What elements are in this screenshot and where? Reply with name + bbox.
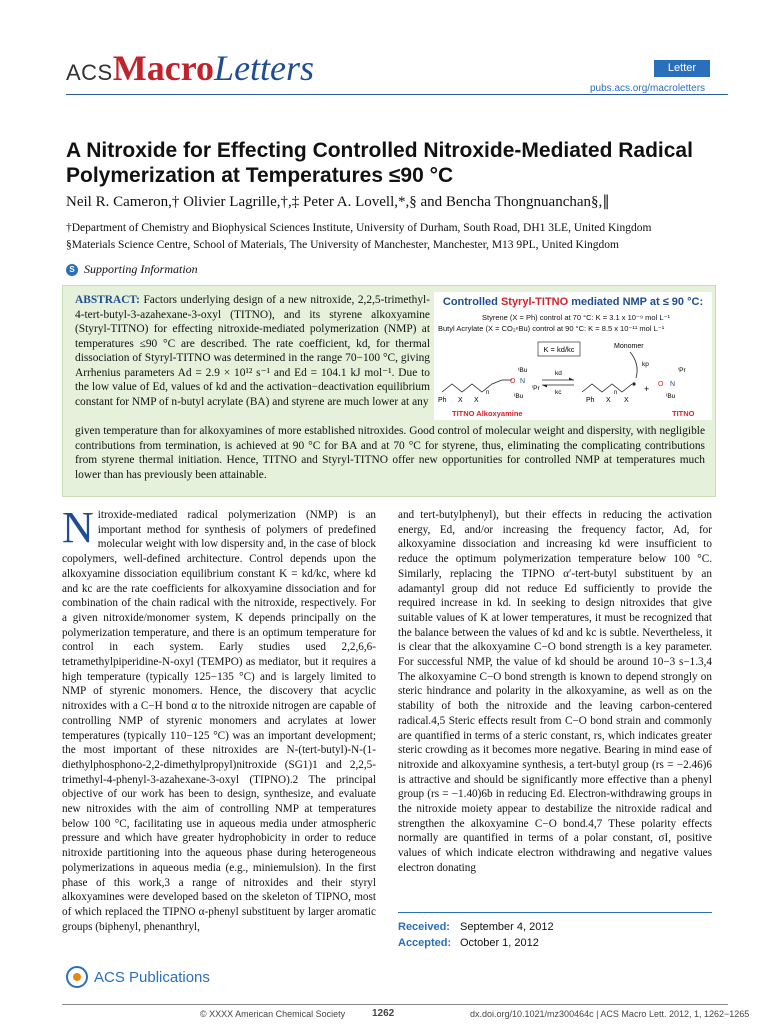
abstract-part1: Factors underlying design of a new nitroxide, 2,2,5-trimethyl-4-tert-butyl-3-azahexane-3-oxyl (TITNO), and its styrene alkoxyamine (Styryl-TITNO) for effecting nitroxide-mediated polymerization (NMP) at temperatures ≤90 °C are described. The rate coefficient, kd, for thermal dissociation of Styryl-TITNO was determined in the range 70−100 °C, giving Arrhenius parameters Ad = 2.9 × 10¹² s⁻¹ and Ed = 104.1 kJ mol⁻¹. Due to the low value of Ed, values of kd and the activation−deactivation equilibrium constant for NMP of n-butyl acrylate (BA) and styrene are much lower at any: [75, 294, 430, 408]
article-type-tag: Letter: [654, 60, 710, 77]
svg-text:ⁱPr: ⁱPr: [532, 385, 540, 392]
supporting-info-label: Supporting Information: [84, 262, 198, 276]
supporting-info-icon: S: [66, 264, 78, 276]
svg-text:ᵗBu: ᵗBu: [666, 393, 676, 400]
header-divider: [66, 94, 728, 95]
svg-text:TITNO: TITNO: [672, 409, 695, 418]
svg-text:ᵗBu: ᵗBu: [514, 393, 524, 400]
svg-text:Ph: Ph: [586, 397, 595, 404]
svg-text:kc: kc: [555, 389, 562, 396]
svg-text:n: n: [486, 390, 490, 396]
abstract-part2: given temperature than for alkoxyamines of more established nitroxides. Good control of molecular weight and dispersity, with negligible contributions from termination, is achieved at 90 °C for BA and at 70 °C for styrene, thus, eliminating the complicating contributions from styrene thermal initiation. Hence, TITNO and Styryl-TITNO offer new opportunities for controlled NMP at temperatures much lower than has previously been attainable.: [75, 425, 705, 481]
dropcap: N: [62, 503, 94, 552]
logo-macro: Macro: [112, 48, 215, 88]
author-list: Neil R. Cameron,† Olivier Lagrille,†,‡ Peter A. Lovell,*,§ and Bencha Thongnuanchan§,∥: [66, 194, 610, 210]
publisher-name: ACS Publications: [94, 968, 210, 986]
logo-letters: Letters: [214, 48, 315, 88]
svg-text:TITNO Alkoxyamine: TITNO Alkoxyamine: [452, 409, 523, 418]
abstract-label: ABSTRACT:: [75, 294, 140, 306]
svg-text:n: n: [614, 390, 618, 396]
received-date: September 4, 2012: [460, 921, 554, 933]
copyright: © XXXX American Chemical Society: [200, 1009, 346, 1019]
article-title: A Nitroxide for Effecting Controlled Nitroxide-Mediated Radical Polymerization at Temperatures ≤90 °C: [66, 139, 693, 187]
journal-url[interactable]: pubs.acs.org/macroletters: [590, 83, 706, 94]
body-column-left: [62, 503, 376, 934]
svg-text:X: X: [606, 397, 611, 404]
journal-logo: [66, 50, 314, 86]
svg-text:X: X: [458, 397, 463, 404]
graphic-ba-line: Butyl Acrylate (X = CO₂ⁿBu) control at 90 °C: K = 8.5 x 10⁻¹¹ mol L⁻¹: [438, 324, 665, 333]
svg-text:N: N: [670, 381, 676, 388]
article-dates: [398, 912, 712, 951]
accepted-date: October 1, 2012: [460, 937, 539, 949]
svg-text:kd: kd: [555, 370, 562, 377]
toc-graphic: [434, 292, 712, 420]
graphic-title: Controlled Styryl-TITNO mediated NMP at ≤ 90 °C:: [442, 296, 704, 308]
svg-text:O: O: [510, 378, 516, 385]
svg-text:ᵗBu: ᵗBu: [518, 367, 528, 374]
body-left-text: itroxide-mediated radical polymerization (NMP) is an important method for synthesis of polymers of predefined molecular weight with low dispersity and, in the case of block copolymers, well-defined architecture. Control depends upon the alkoxyamine dissociation equilibrium constant K = kd/kc, where kd and kc are the rate coefficients for alkoxyamine dissociation and for combination of the chain radical with the nitroxide, respectively. For a given nitroxide/monomer system, K depends principally on the polymerization temperature, and there is an optimum temperature for control in each system. Early studies used 2,2,6,6-tetramethylpiperidine-N-oxyl (TEMPO) as mediator, but it requires a high temperature (typically 125−135 °C) and is largely limited to NMP of styrenic monomers. Hence, the discovery that acyclic nitroxides with a C−H bond α to the nitroxide nitrogen are capable of controlling NMP of styrenic monomers and acrylates at lower temperatures (typically 110−125 °C) was an important development; the most important of these nitroxides are N-(tert-butyl)-N-(1-diethylphosphono-2,2-dimethylpropyl)nitroxide (SG1)1 and 2,2,5-trimethyl-4-phenyl-3-azahexane-3-oxyl (TIPNO).2 The principal objective of our work has been to design, synthesize, and evaluate new nitroxides with the aim of controlling NMP at temperatures below 100 °C, facilitating use in aqueous media under atmospheric pressure and which have greater hydrophobicity in order to reduce nitroxide partitioning into the aqueous phase during heterogeneous polymerizations in aqueous media (e.g., miniemulsion). In the first phase of this work,3 a range of nitroxides and their styryl alkoxyamines were developed based on the skeleton of TIPNO, most of which replaced the TIPNO α-phenyl substituent by larger aromatic groups (biphenyl, phenanthryl,: [62, 509, 376, 933]
accepted-row: [398, 935, 712, 951]
svg-text:ⁱPr: ⁱPr: [678, 367, 686, 374]
body-right-text: and tert-butylphenyl), but their effects in reducing the activation energy, Ed, and/or increasing the frequency factor, Ad, for alkoxyamine dissociation and increasing kd were insufficient to reduce the optimum polymerization temperature below 100 °C. Similarly, replacing the TIPNO α′-tert-butyl substituent by an adamantyl group did not reduce Ed sufficiently to provide the required increase in kd. In seeking to design nitroxides that give suitable values of K at lower temperatures, it must be recognized that the balance between the values of kd and kc is subtle. Nevertheless, it is clear that the alkoxyamine C−O bond strength is a key parameter. For successful NMP, the value of kd should be around 10−3 s−1.3,4 The alkoxyamine C−O bond strength is known to depend strongly on steric hindrance and polarity in the alkoxyamine, as well as on the stability of both the nitroxide and the leaving carbon-centered radical.4,5 Steric effects result from C−O bond strain and commonly are quantified in terms of a steric constant, rs, which indicates greater steric crowding as it becomes more negative. Bearing in mind ease of nitroxide and alkoxyamine synthesis, a tert-butyl group (rs = −2.46)6 is attractive and should be significantly more effective than a phenyl group (rs = −1.40)6b in reducing Ed. Electron-withdrawing groups in the nitroxide moiety appear to destabilize the nitroxide radical and strengthen the alkoxyamine C−O bond.4,7 These polarity effects normally are quantified in terms of a polar constant, σI, positive values of which indicate electron withdrawing and negative values electron donating: [398, 509, 712, 874]
svg-text:+: +: [644, 384, 650, 394]
graphic-styrene-line: Styrene (X = Ph) control at 70 °C: K = 3.1 x 10⁻⁹ mol L⁻¹: [482, 313, 670, 322]
received-row: [398, 919, 712, 935]
acs-pubs-icon: [66, 966, 88, 988]
svg-text:Monomer: Monomer: [614, 343, 644, 350]
svg-text:X: X: [474, 397, 479, 404]
reaction-scheme: [434, 336, 712, 420]
body-column-right: [398, 508, 712, 906]
svg-text:N: N: [520, 378, 526, 385]
publisher-logo: [66, 966, 210, 988]
citation[interactable]: dx.doi.org/10.1021/mz300464c | ACS Macro Lett. 2012, 1, 1262−1265: [470, 1009, 750, 1019]
svg-text:X: X: [624, 397, 629, 404]
svg-text:O: O: [658, 381, 664, 388]
footer-divider: [62, 1004, 728, 1005]
received-label: Received:: [398, 921, 450, 933]
page-number: 1262: [372, 1008, 395, 1019]
supporting-info-link[interactable]: [66, 262, 198, 277]
accepted-label: Accepted:: [398, 937, 452, 949]
logo-acs: ACS: [66, 60, 113, 85]
svg-text:kp: kp: [642, 361, 649, 368]
affiliation-manchester: §Materials Science Centre, School of Materials, The University of Manchester, Manchester, M13 9PL, United Kingdom: [66, 239, 619, 251]
svg-text:Ph: Ph: [438, 397, 447, 404]
abstract-text-upper: [75, 293, 430, 409]
svg-text:K = kd/kc: K = kd/kc: [543, 345, 575, 354]
affiliation-durham: †Department of Chemistry and Biophysical Sciences Institute, University of Durham, South Road, DH1 3LE, United Kingdom: [66, 222, 652, 234]
